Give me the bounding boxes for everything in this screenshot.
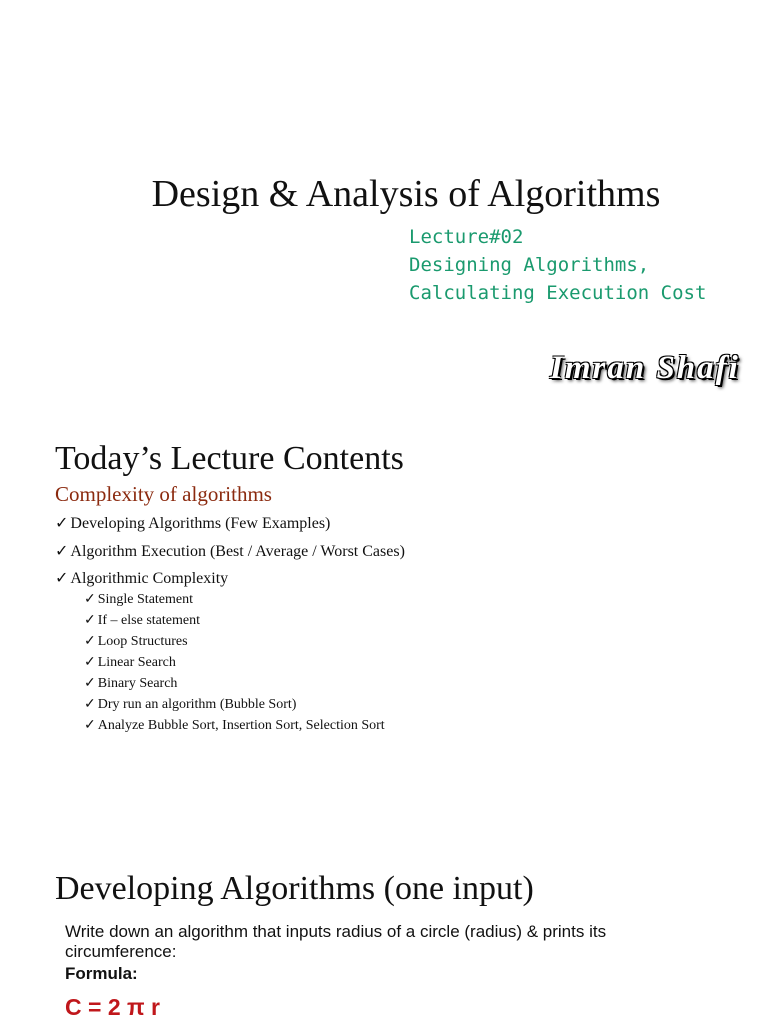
- checkmark-icon: ✓: [84, 655, 96, 670]
- list-item: ✓ Algorithm Execution (Best / Average / Worst Cases): [55, 543, 405, 560]
- sub-list-item: ✓ Dry run an algorithm (Bubble Sort): [84, 697, 297, 712]
- checkmark-icon: ✓: [84, 676, 96, 691]
- checkmark-icon: ✓: [84, 613, 96, 628]
- sub-list-item: ✓ If – else statement: [84, 613, 200, 628]
- checkmark-icon: ✓: [55, 543, 69, 560]
- contents-heading: Today’s Lecture Contents: [55, 440, 404, 477]
- formula-label: Formula:: [65, 964, 138, 983]
- sub-list-item: ✓ Single Statement: [84, 592, 193, 607]
- formula: C = 2 π r: [65, 994, 160, 1020]
- author-signature: Imran Shafi: [550, 350, 740, 386]
- sub-list-item: ✓ Binary Search: [84, 676, 178, 691]
- contents-subheading: Complexity of algorithms: [55, 482, 272, 506]
- lecture-topic-line1: Designing Algorithms,: [409, 254, 650, 276]
- problem-statement: Write down an algorithm that inputs radius of a circle (radius) & prints its circumference:: [65, 922, 607, 961]
- checkmark-icon: ✓: [84, 718, 96, 733]
- checkmark-icon: ✓: [55, 515, 69, 532]
- list-item: ✓ Algorithmic Complexity: [55, 570, 229, 587]
- section-heading: Developing Algorithms (one input): [55, 870, 534, 907]
- sub-list-item: ✓ Loop Structures: [84, 634, 188, 649]
- slide-title: Design & Analysis of Algorithms: [151, 173, 661, 215]
- sub-list-item: ✓ Analyze Bubble Sort, Insertion Sort, Selection Sort: [84, 718, 385, 733]
- list-item: ✓ Developing Algorithms (Few Examples): [55, 515, 331, 532]
- lecture-number: Lecture#02: [409, 226, 524, 248]
- checkmark-icon: ✓: [84, 592, 96, 607]
- lecture-topic-line2: Calculating Execution Cost: [409, 282, 707, 304]
- checkmark-icon: ✓: [84, 634, 96, 649]
- sub-list-item: ✓ Linear Search: [84, 655, 176, 670]
- checkmark-icon: ✓: [84, 697, 96, 712]
- checkmark-icon: ✓: [55, 570, 69, 587]
